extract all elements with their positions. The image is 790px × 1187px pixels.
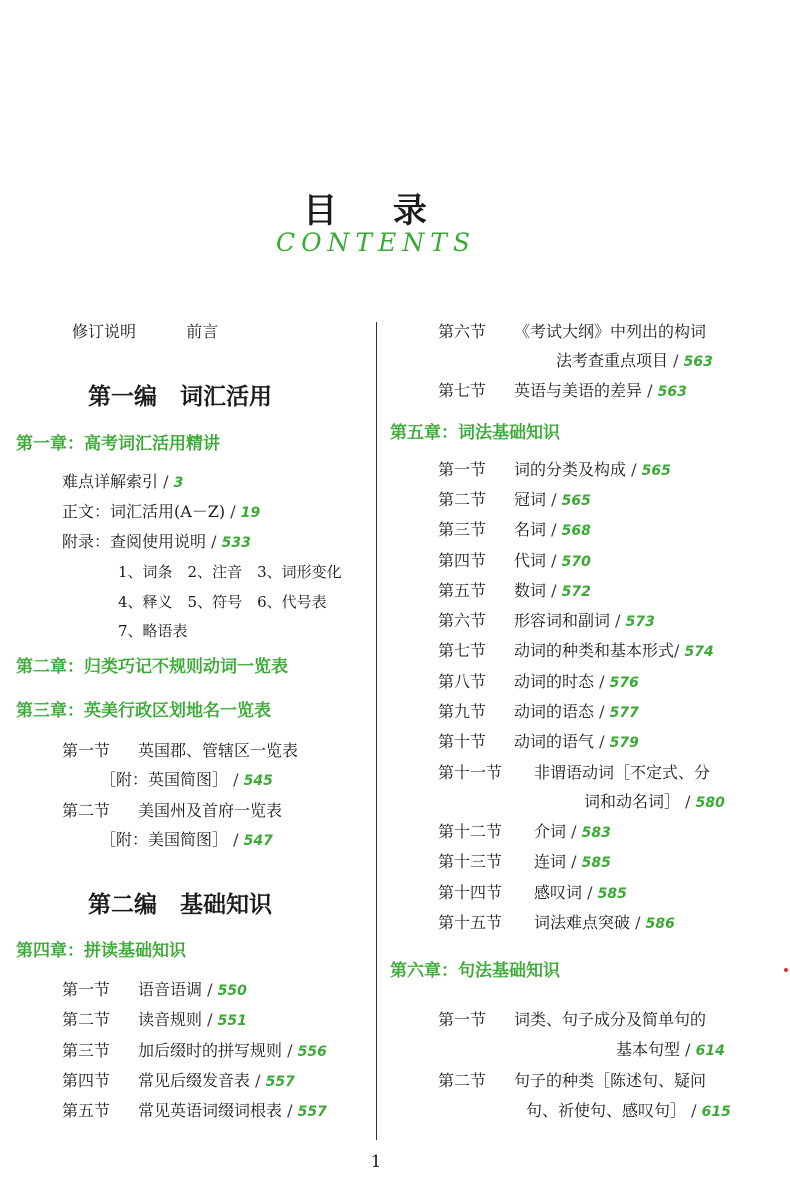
- toc-entry[interactable]: [438, 1070, 706, 1092]
- toc-entry-continuation[interactable]: 法考查重点项目 / 563: [556, 351, 713, 370]
- toc-page-number: 576: [609, 675, 639, 691]
- toc-page-number: 557: [297, 1104, 327, 1120]
- toc-page-number: 585: [581, 855, 611, 871]
- chapter-heading[interactable]: 第三章：英美行政区划地名一览表: [16, 701, 271, 721]
- toc-entry-continuation[interactable]: 词和动名词］ / 580: [584, 792, 725, 811]
- toc-page-number: 586: [645, 916, 675, 932]
- toc-section-label: 第九节: [438, 702, 487, 721]
- toc-entry[interactable]: [438, 1009, 706, 1031]
- toc-entry[interactable]: 正文：词汇活用(A－Z) / 19: [62, 502, 261, 521]
- toc-section-label: 第二节: [438, 1071, 487, 1090]
- toc-page-number: 574: [684, 644, 714, 660]
- edition-heading[interactable]: 第二编 基础知识: [88, 892, 272, 918]
- toc-entry[interactable]: 第十四节 感叹词 / 585: [438, 883, 627, 902]
- toc-entry-title: 形容词和副词: [514, 611, 611, 630]
- toc-entry[interactable]: [62, 740, 298, 762]
- toc-page-number: 556: [297, 1044, 327, 1060]
- toc-entry[interactable]: 附录：查阅使用说明 / 533: [62, 532, 251, 551]
- toc-page-number: 563: [657, 384, 687, 400]
- toc-page-number: 583: [581, 825, 611, 841]
- toc-page-number: 585: [597, 886, 627, 902]
- toc-entry-continuation[interactable]: 句、祈使句、感叹句］ / 615: [526, 1101, 731, 1120]
- toc-entry-title: 代词: [514, 551, 547, 570]
- toc-entry-title: 冠词: [514, 490, 547, 509]
- page-title: 目 录: [303, 191, 449, 231]
- toc-section-label: 第一节: [62, 741, 111, 760]
- toc-page-number: 547: [243, 833, 273, 849]
- toc-page-number: 579: [609, 735, 639, 751]
- prefatory-row: [72, 321, 218, 343]
- toc-entry[interactable]: 第十节 动词的语气 / 579: [438, 732, 639, 751]
- chapter-heading[interactable]: 第六章：句法基础知识: [390, 961, 560, 981]
- toc-entry[interactable]: 第六节 形容词和副词 / 573: [438, 611, 655, 630]
- toc-page-number: 550: [217, 983, 247, 999]
- toc-entry-title: 句、祈使句、感叹句］: [526, 1101, 687, 1120]
- toc-section-label: 第三节: [438, 520, 487, 539]
- toc-section-label: 第二节: [438, 490, 487, 509]
- toc-page-number: 568: [561, 523, 591, 539]
- scan-mark: [784, 968, 788, 972]
- toc-section-label: 第七节: [438, 381, 487, 400]
- toc-page-number: 563: [683, 354, 713, 370]
- toc-section-label: 第十五节: [438, 913, 503, 932]
- appendix-sub-items: 4、释义 5、符号 6、代号表: [118, 593, 327, 611]
- toc-page-number: 580: [695, 795, 725, 811]
- toc-entry[interactable]: 第十三节 连词 / 585: [438, 852, 611, 871]
- toc-entry-title: 词法难点突破: [534, 913, 631, 932]
- toc-entry-title: 非谓语动词［不定式、分: [534, 763, 711, 782]
- toc-entry-title: 附录：查阅使用说明: [62, 532, 207, 551]
- toc-section-label: 第三节: [62, 1041, 111, 1060]
- toc-entry-title: 动词的时态: [514, 672, 595, 691]
- toc-entry-title: 感叹词: [534, 883, 583, 902]
- toc-entry-preface[interactable]: 前言: [186, 322, 219, 341]
- page-number: 1: [370, 1152, 382, 1172]
- toc-page-number: 572: [561, 584, 591, 600]
- chapter-heading[interactable]: 第二章：归类巧记不规则动词一览表: [16, 657, 288, 677]
- toc-entry[interactable]: 第一节 词的分类及构成 / 565: [438, 460, 671, 479]
- toc-page-number: 557: [265, 1074, 295, 1090]
- toc-section-label: 第十一节: [438, 763, 503, 782]
- toc-section-label: 第二节: [62, 801, 111, 820]
- toc-entry-revision-notes[interactable]: 修订说明: [72, 322, 137, 341]
- toc-entry-title: 数词: [514, 581, 547, 600]
- toc-section-label: 第六节: [438, 322, 487, 341]
- toc-page-number: 614: [695, 1043, 725, 1059]
- toc-section-label: 第十四节: [438, 883, 503, 902]
- toc-entry-title: 基本句型: [616, 1040, 681, 1059]
- toc-entry-title: 法考查重点项目: [556, 351, 669, 370]
- toc-section-label: 第八节: [438, 672, 487, 691]
- toc-section-label: 第五节: [438, 581, 487, 600]
- appendix-sub-items: 1、词条 2、注音 3、词形变化: [118, 563, 342, 581]
- toc-entry[interactable]: 第二节 冠词 / 565: [438, 490, 591, 509]
- toc-entry-title: ［附：美国简图］: [100, 830, 229, 849]
- toc-entry-title: ［附：英国简图］: [100, 770, 229, 789]
- toc-page-number: 565: [641, 463, 671, 479]
- toc-section-label: 第二节: [62, 1010, 111, 1029]
- toc-section-label: 第一节: [62, 980, 111, 999]
- page-subtitle: CONTENTS: [275, 228, 477, 257]
- toc-entry-continuation[interactable]: ［附：英国简图］ / 545: [100, 770, 273, 789]
- toc-entry[interactable]: 第三节 名词 / 568: [438, 520, 591, 539]
- toc-entry-title: 词和动名词］: [584, 792, 681, 811]
- toc-page-number: 570: [561, 554, 591, 570]
- toc-page-number: 551: [217, 1013, 247, 1029]
- toc-entry[interactable]: 第三节 加后缀时的拼写规则 / 556: [62, 1041, 327, 1060]
- toc-entry[interactable]: [62, 800, 282, 822]
- toc-entry[interactable]: [438, 762, 710, 784]
- toc-section-label: 第一节: [438, 460, 487, 479]
- toc-page-number: 19: [240, 505, 261, 521]
- toc-entry-title: 介词: [534, 822, 567, 841]
- toc-entry-title: 语音语调: [138, 980, 203, 999]
- toc-entry[interactable]: 第十二节 介词 / 583: [438, 822, 611, 841]
- toc-entry[interactable]: 第十五节 词法难点突破 / 586: [438, 913, 675, 932]
- toc-page-number: 573: [625, 614, 655, 630]
- toc-entry-title: 句子的种类［陈述句、疑问: [514, 1071, 707, 1090]
- toc-entry-title: 动词的语态: [514, 702, 595, 721]
- toc-entry[interactable]: 第五节 数词 / 572: [438, 581, 591, 600]
- toc-entry-continuation[interactable]: 基本句型 / 614: [616, 1040, 725, 1059]
- toc-entry-title: 名词: [514, 520, 547, 539]
- toc-entry-title: 难点详解索引: [62, 472, 159, 491]
- edition-heading[interactable]: 第一编 词汇活用: [88, 384, 272, 410]
- toc-entry-title: 加后缀时的拼写规则: [138, 1041, 283, 1060]
- chapter-heading[interactable]: 第一章：高考词汇活用精讲: [16, 434, 220, 454]
- toc-entry-title: 动词的语气: [514, 732, 595, 751]
- toc-entry[interactable]: 第七节 动词的种类和基本形式/ 574: [438, 641, 714, 660]
- toc-entry-title: 连词: [534, 852, 567, 871]
- toc-section-label: 第十二节: [438, 822, 503, 841]
- toc-page-number: 577: [609, 705, 639, 721]
- toc-entry[interactable]: 第二节 读音规则 / 551: [62, 1010, 247, 1029]
- column-divider: [376, 322, 377, 1140]
- toc-page-number: 533: [221, 535, 251, 551]
- toc-entry[interactable]: 第五节 常见英语词缀词根表 / 557: [62, 1101, 327, 1120]
- toc-entry-title: 英国郡、管辖区一览表: [138, 741, 299, 760]
- toc-entry[interactable]: 第四节 代词 / 570: [438, 551, 591, 570]
- toc-entry[interactable]: 第九节 动词的语态 / 577: [438, 702, 639, 721]
- toc-entry-title: 《考试大纲》中列出的构词: [514, 322, 707, 341]
- toc-entry[interactable]: [438, 321, 706, 343]
- toc-section-label: 第七节: [438, 641, 487, 660]
- toc-entry[interactable]: 第八节 动词的时态 / 576: [438, 672, 639, 691]
- toc-section-label: 第五节: [62, 1101, 111, 1120]
- toc-entry-title: 常见英语词缀词根表: [138, 1101, 283, 1120]
- toc-entry[interactable]: 第七节 英语与美语的差异 / 563: [438, 381, 687, 400]
- toc-page-number: 565: [561, 493, 591, 509]
- toc-section-label: 第一节: [438, 1010, 487, 1029]
- toc-section-label: 第四节: [438, 551, 487, 570]
- toc-entry-title: 正文：词汇活用(A－Z): [62, 502, 226, 521]
- toc-entry[interactable]: 难点详解索引 / 3: [62, 472, 184, 491]
- toc-entry-title: 美国州及首府一览表: [138, 801, 283, 820]
- toc-entry-title: 动词的种类和基本形式: [514, 641, 675, 660]
- toc-page-number: 545: [243, 773, 273, 789]
- toc-section-label: 第十三节: [438, 852, 503, 871]
- toc-entry-title: 词的分类及构成: [514, 460, 627, 479]
- toc-section-label: 第四节: [62, 1071, 111, 1090]
- toc-page-number: 615: [701, 1104, 731, 1120]
- toc-section-label: 第六节: [438, 611, 487, 630]
- toc-section-label: 第十节: [438, 732, 487, 751]
- toc-entry-title: 常见后缀发音表: [138, 1071, 251, 1090]
- toc-entry-title: 读音规则: [138, 1010, 203, 1029]
- toc-entry-title: 英语与美语的差异: [514, 381, 643, 400]
- toc-page-number: 3: [173, 475, 184, 491]
- chapter-heading[interactable]: 第五章：词法基础知识: [390, 423, 560, 443]
- toc-entry-continuation[interactable]: ［附：美国简图］ / 547: [100, 830, 273, 849]
- chapter-heading[interactable]: 第四章：拼读基础知识: [16, 941, 186, 961]
- toc-entry-title: 词类、句子成分及简单句的: [514, 1010, 707, 1029]
- toc-entry[interactable]: 第四节 常见后缀发音表 / 557: [62, 1071, 295, 1090]
- appendix-sub-items: 7、略语表: [118, 622, 188, 640]
- toc-entry[interactable]: 第一节 语音语调 / 550: [62, 980, 247, 999]
